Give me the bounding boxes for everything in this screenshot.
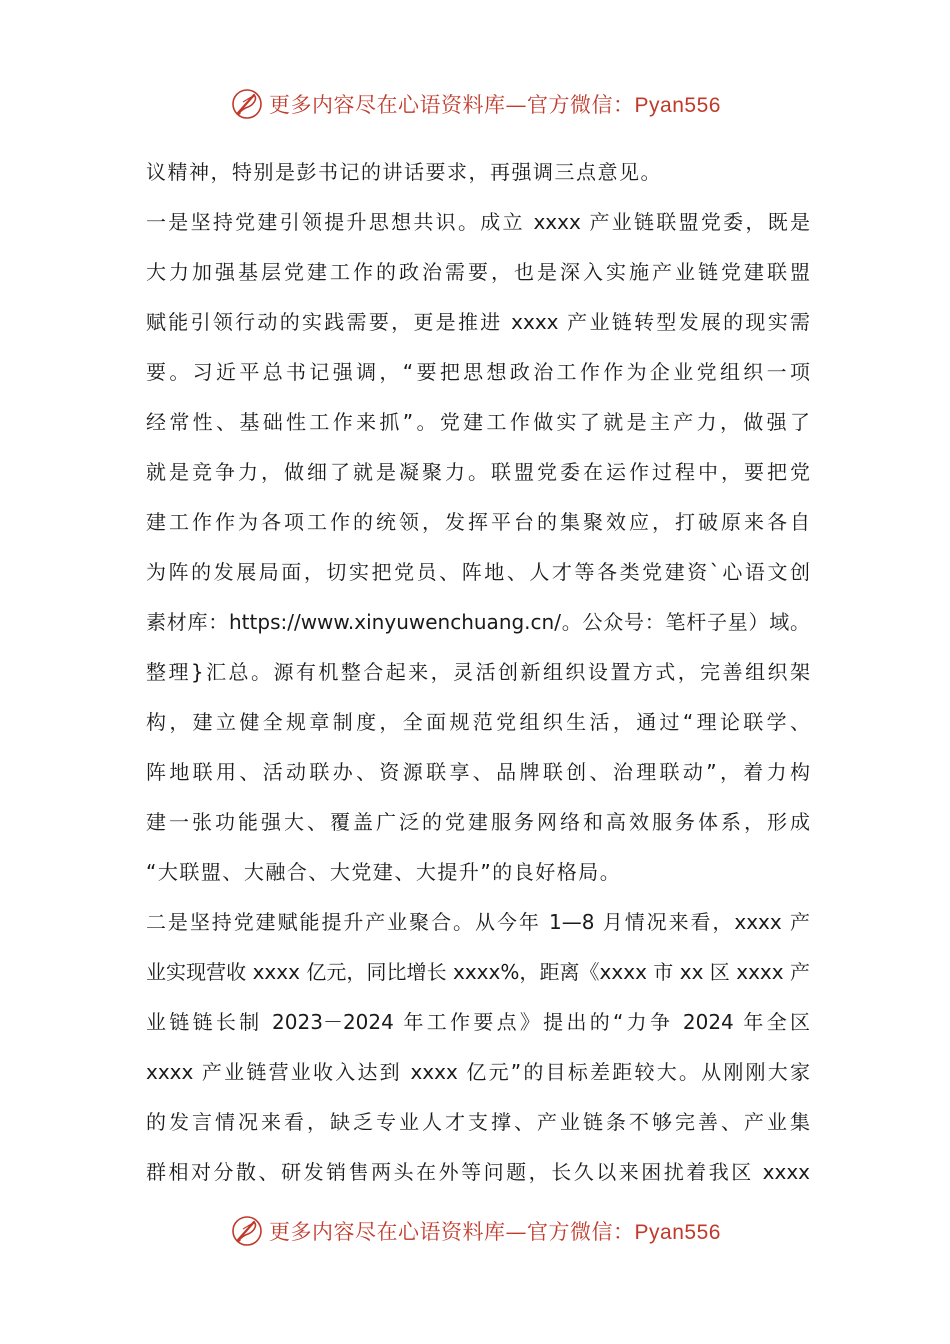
body-line: “大联盟、大融合、大党建、大提升”的良好格局。 (146, 860, 622, 884)
quill-logo-icon (229, 1213, 265, 1249)
body-line: 的发言情况来看，缺乏专业人才支撑、产业链条不够完善、产业集 (146, 1110, 810, 1134)
document-body (146, 147, 810, 1197)
footer-banner (0, 1211, 950, 1251)
header-separator: — (505, 93, 528, 117)
body-line: 素材库：https://www.xinyuwenchuang.cn/。公众号：笔杆子星）域。 (146, 610, 810, 634)
body-line: 群相对分散、研发销售两头在外等问题，长久以来困扰着我区 xxxx (146, 1160, 810, 1184)
body-line: 一是坚持党建引领提升思想共识。成立 xxxx 产业链联盟党委，既是 (146, 210, 810, 234)
body-line: 阵地联用、活动联办、资源联享、品牌联创、治理联动”，着力构 (146, 760, 810, 784)
body-line: 要。习近平总书记强调，“要把思想政治工作作为企业党组织一项 (146, 360, 810, 384)
footer-brand-text: 更多内容尽在心语资料库 (269, 1220, 506, 1244)
body-line: 整理}汇总。源有机整合起来，灵活创新组织设置方式，完善组织架 (146, 660, 810, 684)
quill-logo-icon (229, 86, 265, 122)
footer-wechat-id: Pyan556 (634, 1221, 721, 1244)
header-wechat-id: Pyan556 (634, 94, 721, 117)
body-line: 为阵的发展局面，切实把党员、阵地、人才等各类党建资`心语文创 (146, 560, 810, 584)
footer-wechat-label: 官方微信： (527, 1220, 635, 1244)
body-line: 构，建立健全规章制度，全面规范党组织生活，通过“理论联学、 (146, 710, 810, 734)
body-line: xxxx 产业链营业收入达到 xxxx 亿元”的目标差距较大。从刚刚大家 (146, 1060, 810, 1084)
header-text (269, 89, 721, 119)
footer-separator: — (505, 1220, 528, 1244)
header-wechat-label: 官方微信： (527, 93, 635, 117)
body-line: 经常性、基础性工作来抓”。党建工作做实了就是主产力，做强了 (146, 410, 810, 434)
body-line: 赋能引领行动的实践需要，更是推进 xxxx 产业链转型发展的现实需 (146, 310, 810, 334)
body-line: 建工作作为各项工作的统领，发挥平台的集聚效应，打破原来各自 (146, 510, 810, 534)
body-line: 议精神，特别是彭书记的讲话要求，再强调三点意见。 (146, 160, 662, 184)
body-line: 业实现营收 xxxx 亿元，同比增长 xxxx%，距离《xxxx 市 xx 区 xxxx 产 (146, 960, 810, 984)
body-line: 建一张功能强大、覆盖广泛的党建服务网络和高效服务体系，形成 (146, 810, 810, 834)
body-line: 二是坚持党建赋能提升产业聚合。从今年 1—8 月情况来看，xxxx 产 (146, 910, 810, 934)
header-banner (0, 84, 950, 124)
body-line: 就是竞争力，做细了就是凝聚力。联盟党委在运作过程中，要把党 (146, 460, 810, 484)
body-line: 大力加强基层党建工作的政治需要，也是深入实施产业链党建联盟 (146, 260, 810, 284)
footer-text (269, 1216, 721, 1246)
header-brand-text: 更多内容尽在心语资料库 (269, 93, 506, 117)
body-line: 业链链长制 2023－2024 年工作要点》提出的“力争 2024 年全区 (146, 1010, 810, 1034)
